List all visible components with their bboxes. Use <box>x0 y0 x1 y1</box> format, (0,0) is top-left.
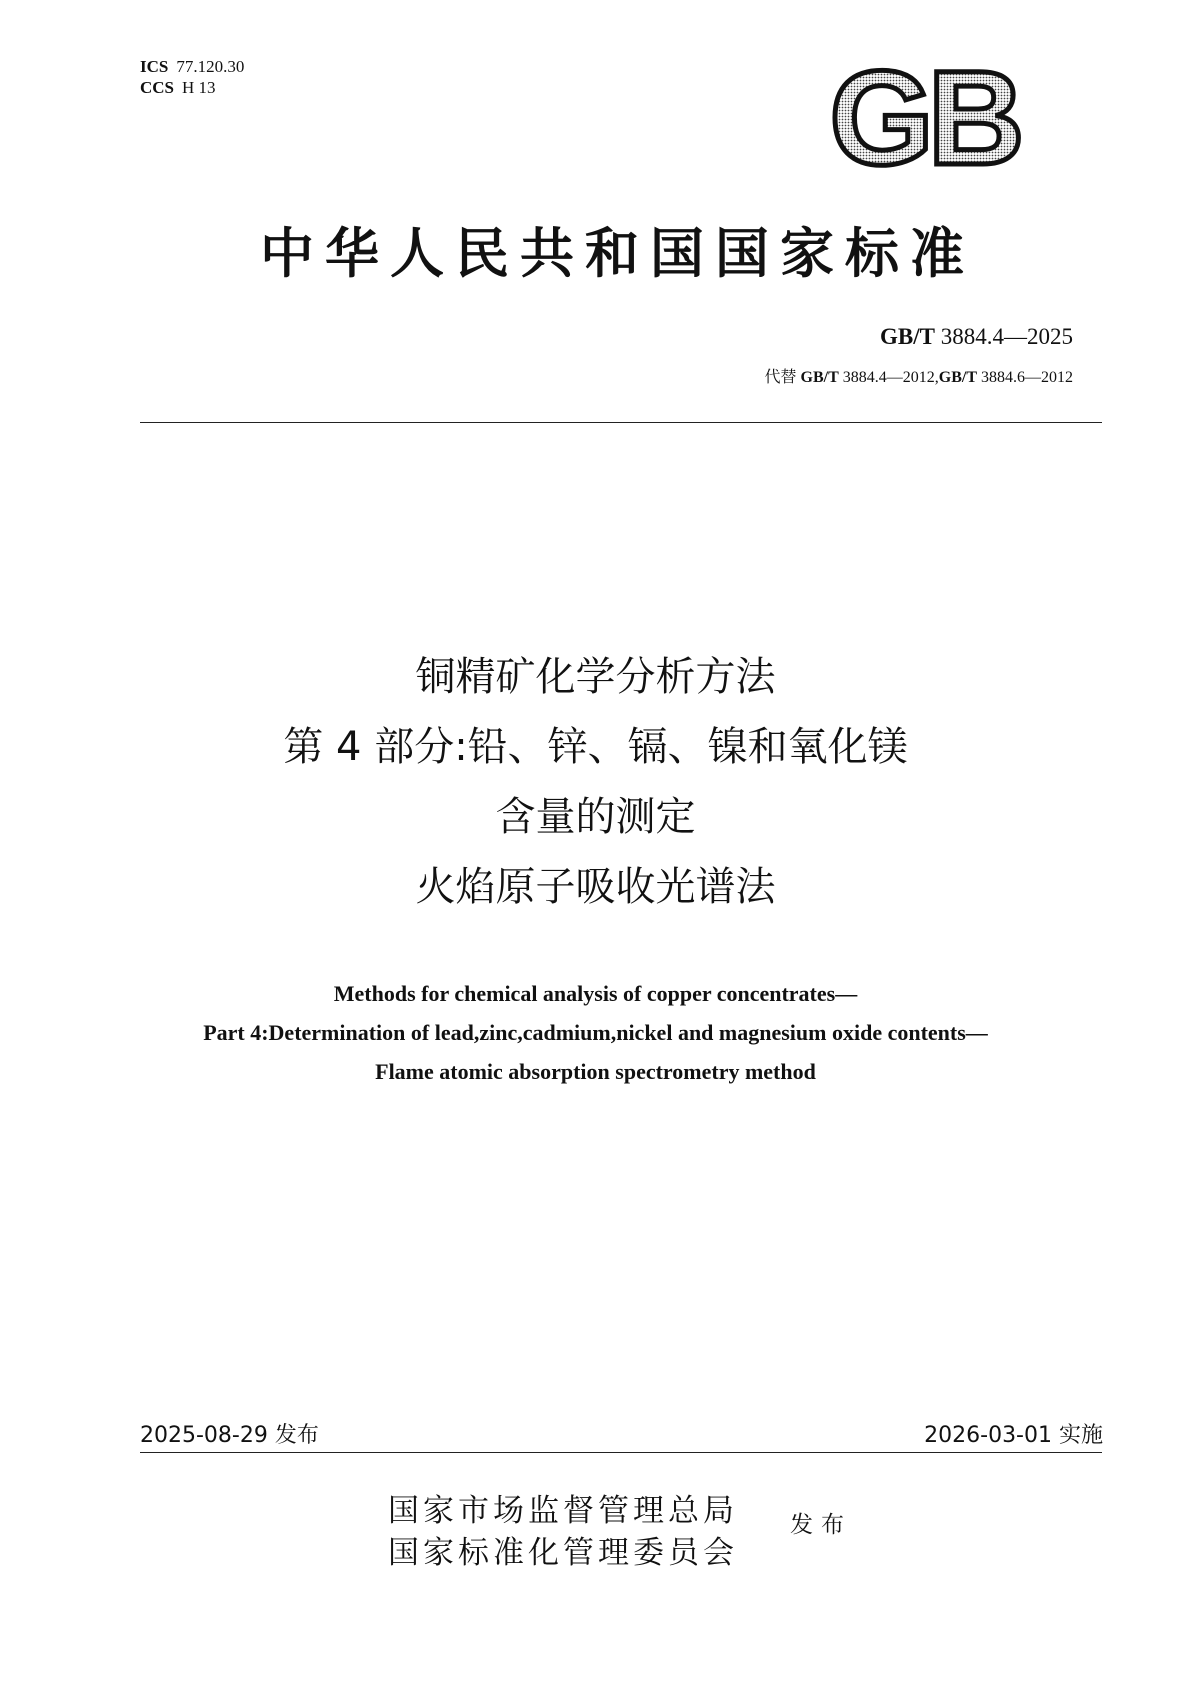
english-title-line: Part 4:Determination of lead,zinc,cadmium,nickel and magnesium oxide contents— <box>203 1020 988 1045</box>
chinese-title-line: 铜精矿化学分析方法 <box>415 654 776 700</box>
chinese-title-line: 含量的测定 <box>495 794 696 840</box>
replaces-standards: 代替 GB/T 3884.4—2012,GB/T 3884.6—2012 <box>764 369 1073 386</box>
chinese-title <box>0 642 1191 922</box>
english-title-line: Methods for chemical analysis of copper concentrates— <box>333 981 858 1006</box>
implementation-date: 2026-03-01 实施 <box>924 1423 1103 1448</box>
bottom-divider <box>140 1452 1102 1453</box>
top-divider <box>140 422 1102 423</box>
issuer-name: 国家市场监督管理总局 <box>388 1493 738 1529</box>
issuer-name: 国家标准化管理委员会 <box>388 1535 738 1571</box>
ccs-code: CCS H 13 <box>140 78 216 97</box>
publish-label: 发布 <box>790 1512 852 1538</box>
standard-number: GB/T 3884.4—2025 <box>880 324 1073 349</box>
gb-logo <box>808 58 1040 176</box>
chinese-title-line: 第 4 部分:铅、锌、镉、镍和氧化镁 <box>283 724 908 770</box>
issue-date: 2025-08-29 发布 <box>140 1423 319 1448</box>
document-category-title: 中华人民共和国国家标准 <box>260 221 975 285</box>
issuing-authorities <box>388 1490 738 1574</box>
ics-code: ICS 77.120.30 <box>140 57 245 76</box>
gb-logo-text: GB <box>829 58 1019 176</box>
english-title <box>0 974 1191 1091</box>
classification-codes <box>140 56 244 98</box>
english-title-line: Flame atomic absorption spectrometry method <box>375 1059 816 1084</box>
chinese-title-line: 火焰原子吸收光谱法 <box>415 864 776 910</box>
